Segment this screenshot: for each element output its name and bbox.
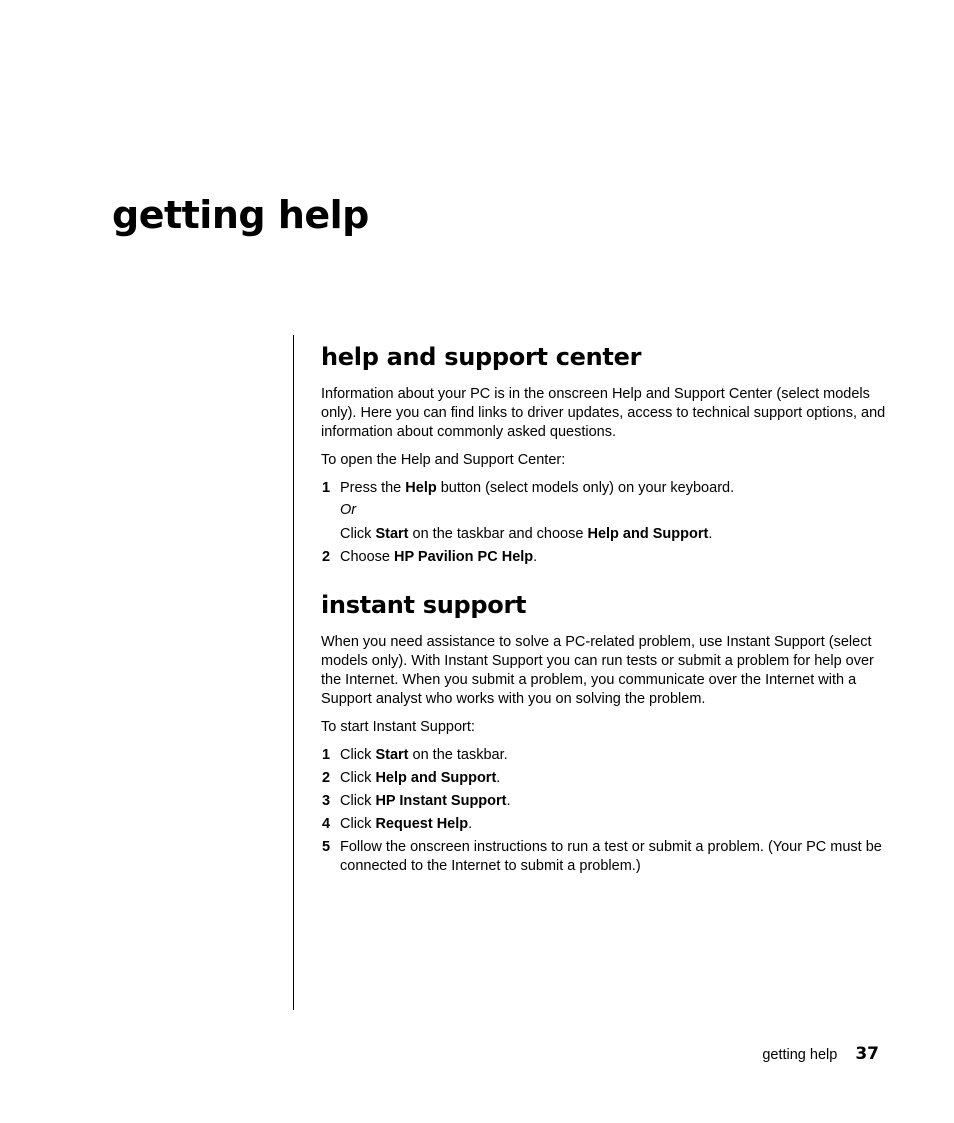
footer-chapter-label: getting help [762,1047,838,1063]
step-item [321,815,886,834]
step-number: 2 [322,770,331,786]
step-text: Choose [340,549,395,565]
step-text: . [533,549,538,565]
page-number: 37 [855,1044,879,1064]
section-instant-support [321,590,886,876]
step-number: 2 [322,549,331,565]
step-text: . [708,526,713,542]
step-bold-text: Help [405,480,437,496]
steps-list [321,746,886,876]
step-text: . [468,816,473,832]
steps-list [321,479,886,567]
section-help-and-support-center [321,342,886,567]
section-intro: Information about your PC is in the onscreen Help and Support Center (select models only). Here you can find links to driver updates, access to technical support options, and information about commonly asked questions. [321,386,886,440]
step-text: Click [340,770,376,786]
step-text: Press the [340,480,406,496]
chapter-title: getting help [112,193,369,237]
section-title: instant support [321,591,527,619]
step-bold-text: HP Instant Support [375,793,507,809]
step-text: Click [340,816,376,832]
step-text: on the taskbar. [408,747,508,763]
step-text: Click [340,526,376,542]
vertical-rule [293,335,294,1010]
step-text: button (select models only) on your keyboard. [436,480,735,496]
step-bold-text: HP Pavilion PC Help [394,549,534,565]
step-item [321,838,886,876]
step-number: 3 [322,793,331,809]
step-item [321,792,886,811]
step-text: . [506,793,511,809]
step-text: . [496,770,501,786]
step-bold-text: Start [375,526,409,542]
section-lead: To start Instant Support: [321,719,475,735]
step-text: Click [340,793,376,809]
step-item [321,769,886,788]
step-text: on the taskbar and choose [408,526,588,542]
section-lead: To open the Help and Support Center: [321,452,566,468]
step-bold-text: Request Help [375,816,469,832]
step-item [321,746,886,765]
step-text: Follow the onscreen instructions to run a test or submit a problem. (Your PC must be connected to the Internet to submit a problem.) [340,839,882,874]
step-item [321,548,886,567]
step-or: Or [340,502,357,518]
section-title: help and support center [321,343,642,371]
step-number: 4 [322,816,331,832]
step-bold-text: Start [375,747,409,763]
step-bold-text: Help and Support [375,770,497,786]
section-intro: When you need assistance to solve a PC-related problem, use Instant Support (select models only). With Instant Support you can run tests or submit a problem for help over the Internet. When you submit a problem, you communicate over the Internet with a Support analyst who works with you on solving the problem. [321,634,874,707]
step-text: Click [340,747,376,763]
step-number: 1 [322,747,331,763]
step-item [321,479,886,544]
step-number: 1 [322,480,331,496]
step-number: 5 [322,839,331,855]
main-content [321,342,886,880]
step-line [340,479,886,498]
step-line [340,525,886,544]
page-footer [762,1044,879,1065]
step-bold-text: Help and Support [587,526,709,542]
